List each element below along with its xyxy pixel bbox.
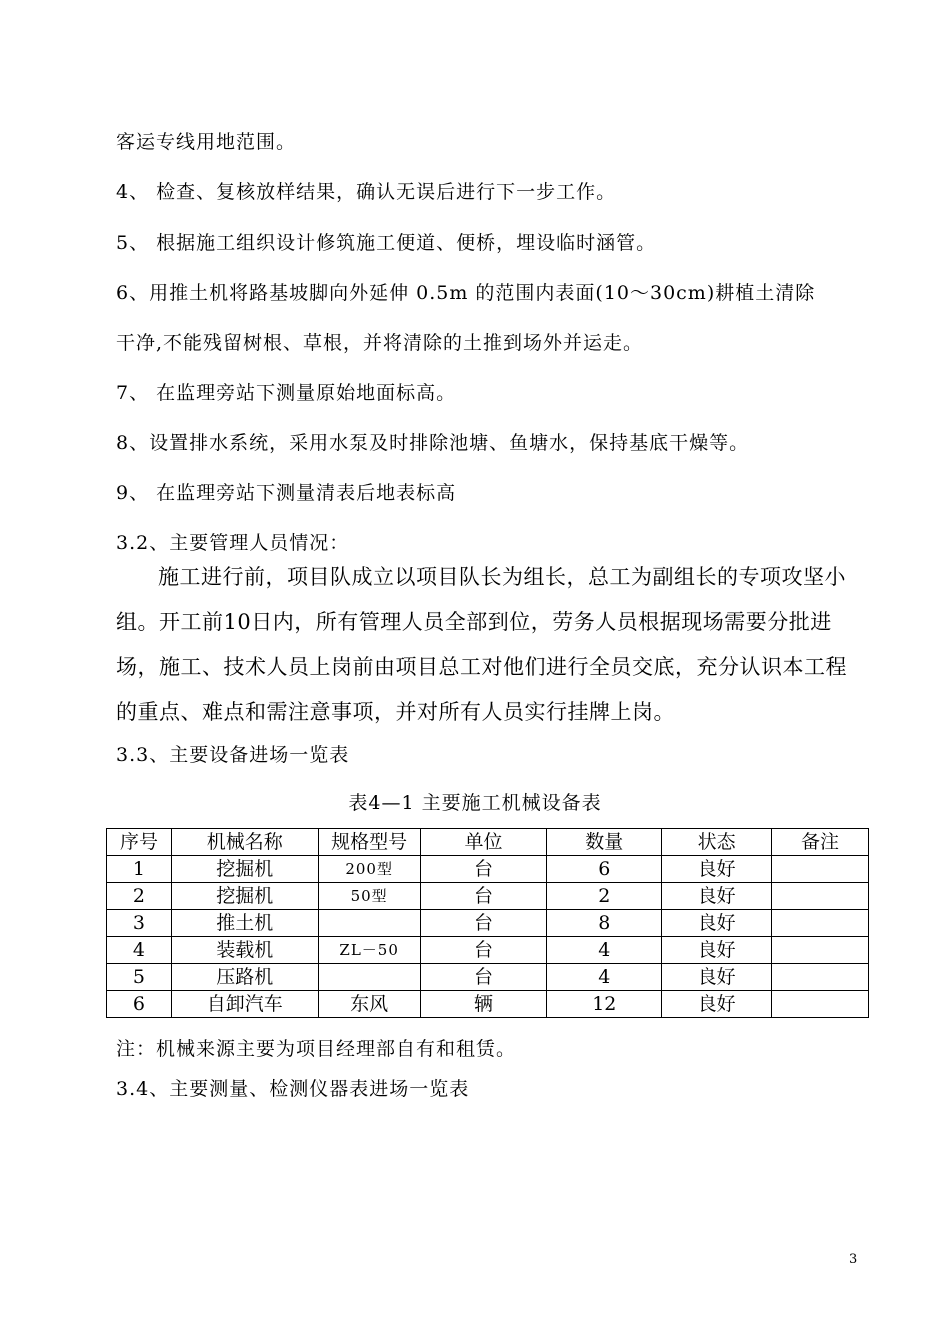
header-cell: 机械名称 xyxy=(171,829,318,856)
table-cell: 2 xyxy=(547,883,662,910)
table-cell: 台 xyxy=(420,883,547,910)
text-line: 客运专线用地范围。 xyxy=(116,131,297,153)
table-cell xyxy=(318,910,420,937)
table-row xyxy=(107,964,869,991)
table-cell: 8 xyxy=(547,910,662,937)
table-cell xyxy=(772,883,869,910)
management-paragraph xyxy=(116,555,862,735)
step-4: 4、 检查、复核放样结果，确认无误后进行下一步工作。 xyxy=(116,181,617,203)
table-cell: 4 xyxy=(547,937,662,964)
table-cell: 台 xyxy=(420,964,547,991)
table-header-row xyxy=(107,829,869,856)
table-cell: ZL－50 xyxy=(318,937,420,964)
table-cell: 辆 xyxy=(420,991,547,1018)
table-cell: 良好 xyxy=(662,910,772,937)
table-cell: 12 xyxy=(547,991,662,1018)
table-row xyxy=(107,910,869,937)
table-cell: 良好 xyxy=(662,964,772,991)
management-paragraph-text: 施工进行前，项目队成立以项目队长为组长，总工为副组长的专项攻坚小组。开工前10日内，所有管理人员全部到位，劳务人员根据现场需要分批进场，施工、技术人员上岗前由项目总工对他们进行全员交底，充分认识本工程的重点、难点和需注意事项，并对所有人员实行挂牌上岗。 xyxy=(116,565,847,724)
table-cell: 4 xyxy=(547,964,662,991)
table-row xyxy=(107,856,869,883)
section-heading-3-3: 3.3、主要设备进场一览表 xyxy=(116,744,350,766)
table-cell: 东风 xyxy=(318,991,420,1018)
table-cell xyxy=(772,991,869,1018)
table-cell xyxy=(772,856,869,883)
table-cell: 6 xyxy=(107,991,172,1018)
step-6: 6、用推土机将路基坡脚向外延伸 0.5m 的范围内表面(10～30cm)耕植土清除 xyxy=(116,282,816,304)
table-cell: 50型 xyxy=(318,883,420,910)
table-cell: 6 xyxy=(547,856,662,883)
table-cell: 挖掘机 xyxy=(171,883,318,910)
table-caption: 表4—1 主要施工机械设备表 xyxy=(348,792,602,814)
table-cell: 4 xyxy=(107,937,172,964)
table-row xyxy=(107,883,869,910)
table-cell: 推土机 xyxy=(171,910,318,937)
table-cell: 良好 xyxy=(662,991,772,1018)
table-cell xyxy=(772,964,869,991)
table-cell: 装载机 xyxy=(171,937,318,964)
table-cell: 自卸汽车 xyxy=(171,991,318,1018)
table-cell: 2 xyxy=(107,883,172,910)
step-8: 8、设置排水系统，采用水泵及时排除池塘、鱼塘水，保持基底干燥等。 xyxy=(116,432,750,454)
equipment-table xyxy=(106,828,869,1018)
table-row xyxy=(107,937,869,964)
table-cell xyxy=(772,910,869,937)
table-cell xyxy=(318,964,420,991)
table-cell xyxy=(772,937,869,964)
table-cell: 5 xyxy=(107,964,172,991)
header-cell: 备注 xyxy=(772,829,869,856)
table-note: 注：机械来源主要为项目经理部自有和租赁。 xyxy=(116,1038,517,1060)
step-6-continued: 干净,不能残留树根、草根，并将清除的土推到场外并运走。 xyxy=(116,332,644,354)
table-cell: 良好 xyxy=(662,856,772,883)
header-cell: 数量 xyxy=(547,829,662,856)
header-cell: 状态 xyxy=(662,829,772,856)
table-cell: 良好 xyxy=(662,937,772,964)
table-cell: 1 xyxy=(107,856,172,883)
section-heading-3-4: 3.4、主要测量、检测仪器表进场一览表 xyxy=(116,1078,470,1100)
table-cell: 200型 xyxy=(318,856,420,883)
header-cell: 规格型号 xyxy=(318,829,420,856)
table-cell: 压路机 xyxy=(171,964,318,991)
table-cell: 良好 xyxy=(662,883,772,910)
table-cell: 3 xyxy=(107,910,172,937)
table-cell: 挖掘机 xyxy=(171,856,318,883)
page-number: 3 xyxy=(849,1252,858,1267)
section-heading-3-2: 3.2、主要管理人员情况： xyxy=(116,532,350,554)
header-cell: 序号 xyxy=(107,829,172,856)
table-cell: 台 xyxy=(420,910,547,937)
step-9: 9、 在监理旁站下测量清表后地表标高 xyxy=(116,482,457,504)
step-5: 5、 根据施工组织设计修筑施工便道、便桥，埋设临时涵管。 xyxy=(116,232,657,254)
header-cell: 单位 xyxy=(420,829,547,856)
step-7: 7、 在监理旁站下测量原始地面标高。 xyxy=(116,382,457,404)
table-cell: 台 xyxy=(420,937,547,964)
table-cell: 台 xyxy=(420,856,547,883)
table-row xyxy=(107,991,869,1018)
